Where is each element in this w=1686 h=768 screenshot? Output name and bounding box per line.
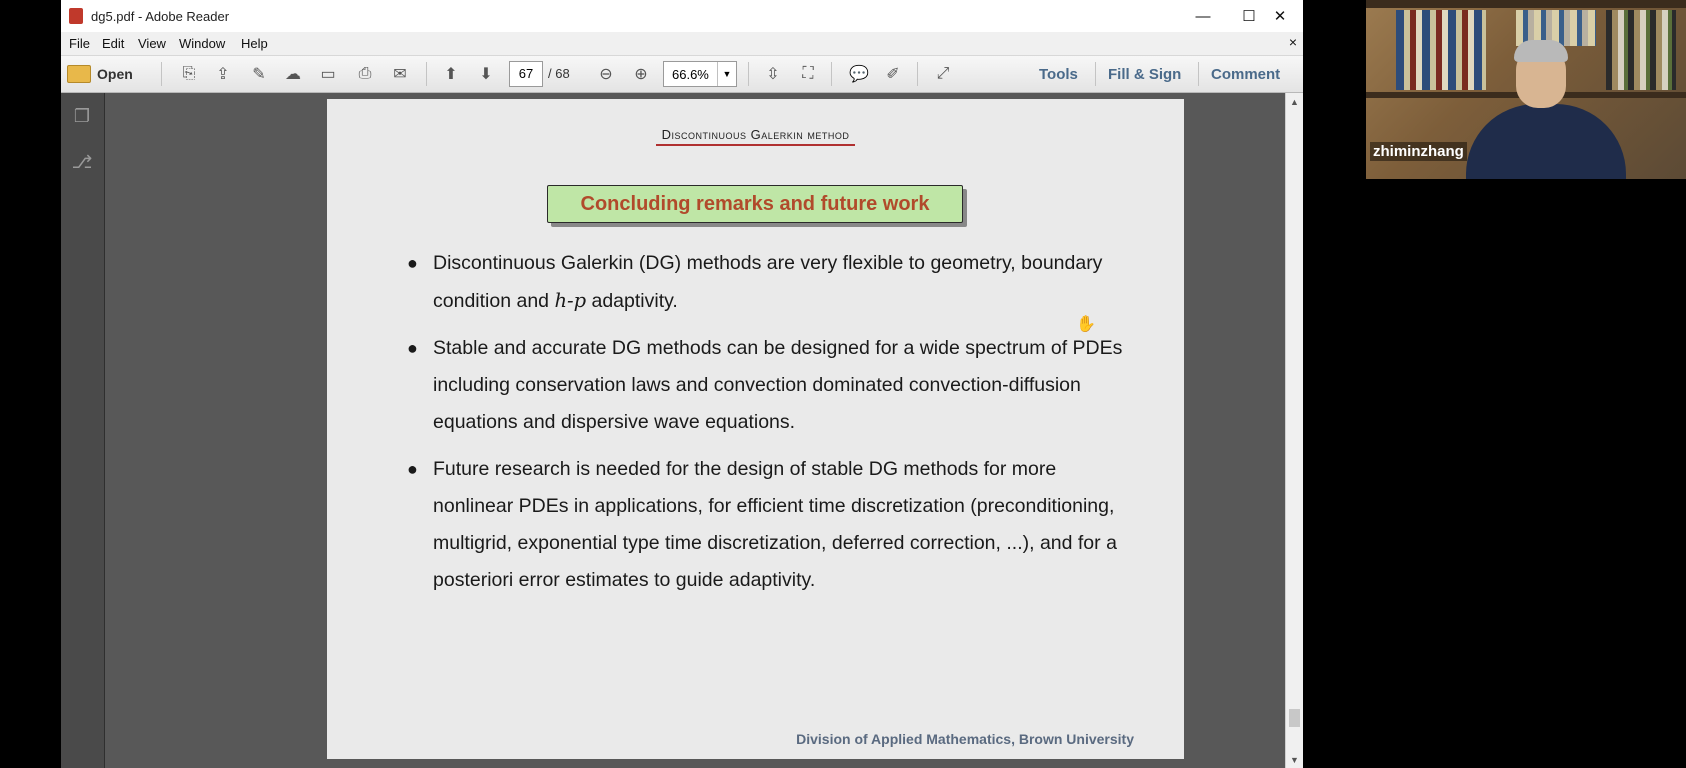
- list-item: [407, 451, 1127, 599]
- page-number-input[interactable]: 67: [509, 61, 543, 87]
- toolbar-separator: [426, 62, 427, 86]
- close-window-button[interactable]: ✕: [1273, 8, 1287, 25]
- participant-hair: [1514, 40, 1568, 62]
- title-bar: [61, 0, 1303, 32]
- pages-thumbnail-icon[interactable]: ❐: [73, 105, 91, 126]
- bullet-icon: ●: [407, 253, 418, 273]
- open-button[interactable]: [67, 62, 133, 86]
- bullet-icon: ●: [407, 459, 418, 479]
- vertical-scrollbar[interactable]: [1285, 93, 1303, 768]
- slide-header: [327, 127, 1184, 142]
- maximize-button[interactable]: ☐: [1242, 8, 1256, 25]
- bullet-text: Discontinuous Galerkin (DG) methods are very flexible to geometry, boundary condition and: [433, 252, 1103, 312]
- slide-header-text: Discontinuous Galerkin method: [656, 127, 856, 146]
- fit-page-icon[interactable]: ⇳: [766, 66, 780, 83]
- chevron-down-icon[interactable]: ▼: [717, 62, 736, 86]
- toolbar-separator: [917, 62, 918, 86]
- toolbar-separator: [161, 62, 162, 86]
- scroll-down-icon[interactable]: ▼: [1290, 754, 1299, 765]
- reader-window: [61, 0, 1303, 768]
- menu-help[interactable]: Help: [241, 36, 268, 51]
- upload-cloud-icon[interactable]: ☁: [285, 66, 301, 83]
- minimize-button[interactable]: —: [1195, 7, 1211, 25]
- save-icon[interactable]: ▭: [320, 66, 336, 83]
- window-title: dg5.pdf - Adobe Reader: [91, 9, 230, 24]
- menu-view[interactable]: View: [138, 36, 166, 51]
- video-tile[interactable]: [1366, 0, 1686, 179]
- export-pdf-icon[interactable]: ⇪: [216, 66, 230, 83]
- toolbar: [61, 56, 1303, 93]
- slide-footer: Division of Applied Mathematics, Brown University: [796, 731, 1134, 747]
- bullet-icon: ●: [407, 338, 418, 358]
- list-item: [407, 245, 1127, 320]
- pdf-page: [327, 99, 1184, 759]
- zoom-value: 66.6%: [672, 67, 709, 82]
- create-pdf-icon[interactable]: ⎘: [182, 65, 196, 82]
- menu-window[interactable]: Window: [179, 36, 226, 51]
- toolbar-separator: [748, 62, 749, 86]
- scroll-thumb[interactable]: [1289, 709, 1300, 727]
- zoom-in-icon[interactable]: ⊕: [634, 66, 648, 83]
- edit-pdf-icon[interactable]: ✎: [252, 66, 266, 83]
- full-screen-icon[interactable]: ⤢: [936, 65, 950, 82]
- scroll-up-icon[interactable]: ▲: [1290, 96, 1299, 107]
- zoom-select[interactable]: [663, 61, 737, 87]
- list-item: [407, 330, 1127, 441]
- previous-page-icon[interactable]: ⬆: [444, 66, 458, 83]
- bookshelf-image: [1396, 10, 1486, 90]
- folder-icon: [67, 65, 91, 83]
- highlight-icon[interactable]: ✐: [886, 66, 900, 83]
- math-hp: h-p: [554, 289, 587, 312]
- zoom-out-icon[interactable]: ⊖: [599, 66, 613, 83]
- bookshelf-image: [1606, 10, 1676, 90]
- bullet-text-end: adaptivity.: [586, 290, 678, 312]
- fill-sign-button[interactable]: Fill & Sign: [1108, 66, 1182, 83]
- navigation-pane: [61, 93, 105, 768]
- bullet-list: [407, 245, 1127, 609]
- open-label: Open: [97, 66, 133, 82]
- attachment-icon[interactable]: ⎇: [71, 151, 93, 172]
- hand-cursor-icon: ✋: [1076, 316, 1096, 333]
- pdf-app-icon: [69, 8, 83, 24]
- comment-button[interactable]: Comment: [1211, 66, 1281, 83]
- close-document-button[interactable]: ×: [1288, 34, 1297, 50]
- slide-heading: Concluding remarks and future work: [547, 185, 963, 223]
- menu-file[interactable]: File: [69, 36, 90, 51]
- tools-button[interactable]: Tools: [1039, 66, 1078, 83]
- fit-width-icon[interactable]: ⛶: [802, 65, 814, 82]
- participant-body: [1466, 104, 1626, 179]
- next-page-icon[interactable]: ⬇: [479, 66, 493, 83]
- menu-bar: [61, 32, 1303, 56]
- email-icon[interactable]: ✉: [393, 66, 407, 83]
- shelf-edge: [1366, 0, 1686, 8]
- bullet-text: Future research is needed for the design of stable DG methods for more nonlinear PDEs in applications, for efficient time discretization (preconditioning, multigrid, exponential type time discretization, deferred correction, ...), and for a posteriori error estimates to guide adaptivity.: [433, 458, 1117, 591]
- participant-name: zhiminzhang: [1370, 142, 1467, 161]
- bullet-text: Stable and accurate DG methods can be designed for a wide spectrum of PDEs including conservation laws and convection dominated convection-diffusion equations and dispersive wave equations.: [433, 337, 1123, 433]
- menu-edit[interactable]: Edit: [102, 36, 125, 51]
- toolbar-separator: [1198, 62, 1199, 86]
- page-total: / 68: [548, 66, 570, 81]
- sticky-note-icon[interactable]: 💬: [849, 66, 869, 83]
- toolbar-separator: [1095, 62, 1096, 86]
- toolbar-separator: [831, 62, 832, 86]
- print-icon[interactable]: ⎙: [358, 65, 372, 82]
